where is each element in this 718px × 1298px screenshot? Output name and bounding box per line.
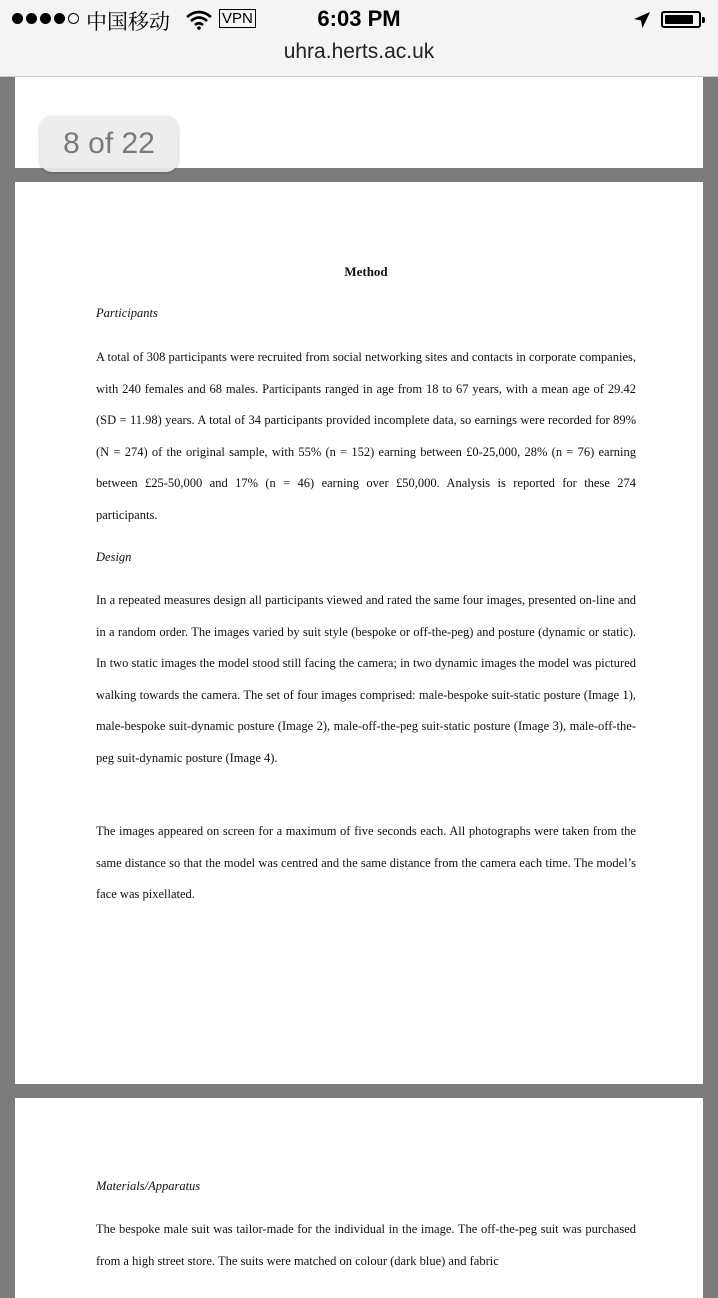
clock: 6:03 PM — [317, 6, 401, 31]
paragraph-text: The images appeared on screen for a maximum of five seconds each. All photographs were taken from the same distance so that the model was centred and the same distance from the camera each time. The model’s face was pixellated. — [96, 824, 636, 901]
paragraph-participants — [96, 342, 636, 531]
battery-icon — [661, 11, 701, 28]
paragraph-design-1 — [96, 585, 636, 774]
subheading-participants: Participants — [96, 306, 158, 320]
location-arrow-icon — [633, 11, 651, 29]
paragraph-text: In a repeated measures design all participants viewed and rated the same four images, presented on-line and in a random order. The images varied by suit style (bespoke or off-the-peg) and posture (dynamic or static). In two static images the model stood still facing the camera; in two dynamic images the model was pictured walking towards the camera. The set of four images comprised: male-bespoke suit-static posture (Image 1), male-bespoke suit-dynamic posture (Image 2), male-off-the-peg suit-static posture (Image 3), male-off-the-peg suit-dynamic posture (Image 4). — [96, 593, 636, 765]
paragraph-design-2 — [96, 816, 636, 911]
pdf-page-next — [15, 1098, 703, 1298]
paragraph-text: A total of 308 participants were recruited from social networking sites and contacts in corporate companies, with 240 females and 68 males. Participants ranged in age from 18 to 67 years, with a mean age of 29.42 (SD = 11.98) years. A total of 34 participants provided incomplete data, so earnings were recorded for 89% (N = 274) of the original sample, with 55% (n = 152) earning between £0-25,000, 28% (n = 76) earning between £25-50,000 and 17% (n = 46) earning over £50,000. Analysis is reported for these 274 participants. — [96, 350, 636, 522]
pdf-page-current — [15, 182, 703, 1084]
carrier-name: 中国移动 — [86, 11, 170, 34]
address-bar-url[interactable]: uhra.herts.ac.uk — [283, 40, 435, 63]
subheading-design: Design — [96, 550, 132, 564]
page-indicator: 8 of 22 — [40, 116, 178, 172]
section-heading-method: Method — [344, 264, 388, 279]
vpn-badge: VPN — [219, 9, 256, 28]
paragraph-materials — [96, 1214, 636, 1277]
paragraph-text: The bespoke male suit was tailor-made for the individual in the image. The off-the-peg suit was purchased from a high street store. The suits were matched on colour (dark blue) and fabric — [96, 1222, 636, 1268]
subheading-materials: Materials/Apparatus — [96, 1179, 201, 1193]
status-bar — [0, 0, 718, 77]
